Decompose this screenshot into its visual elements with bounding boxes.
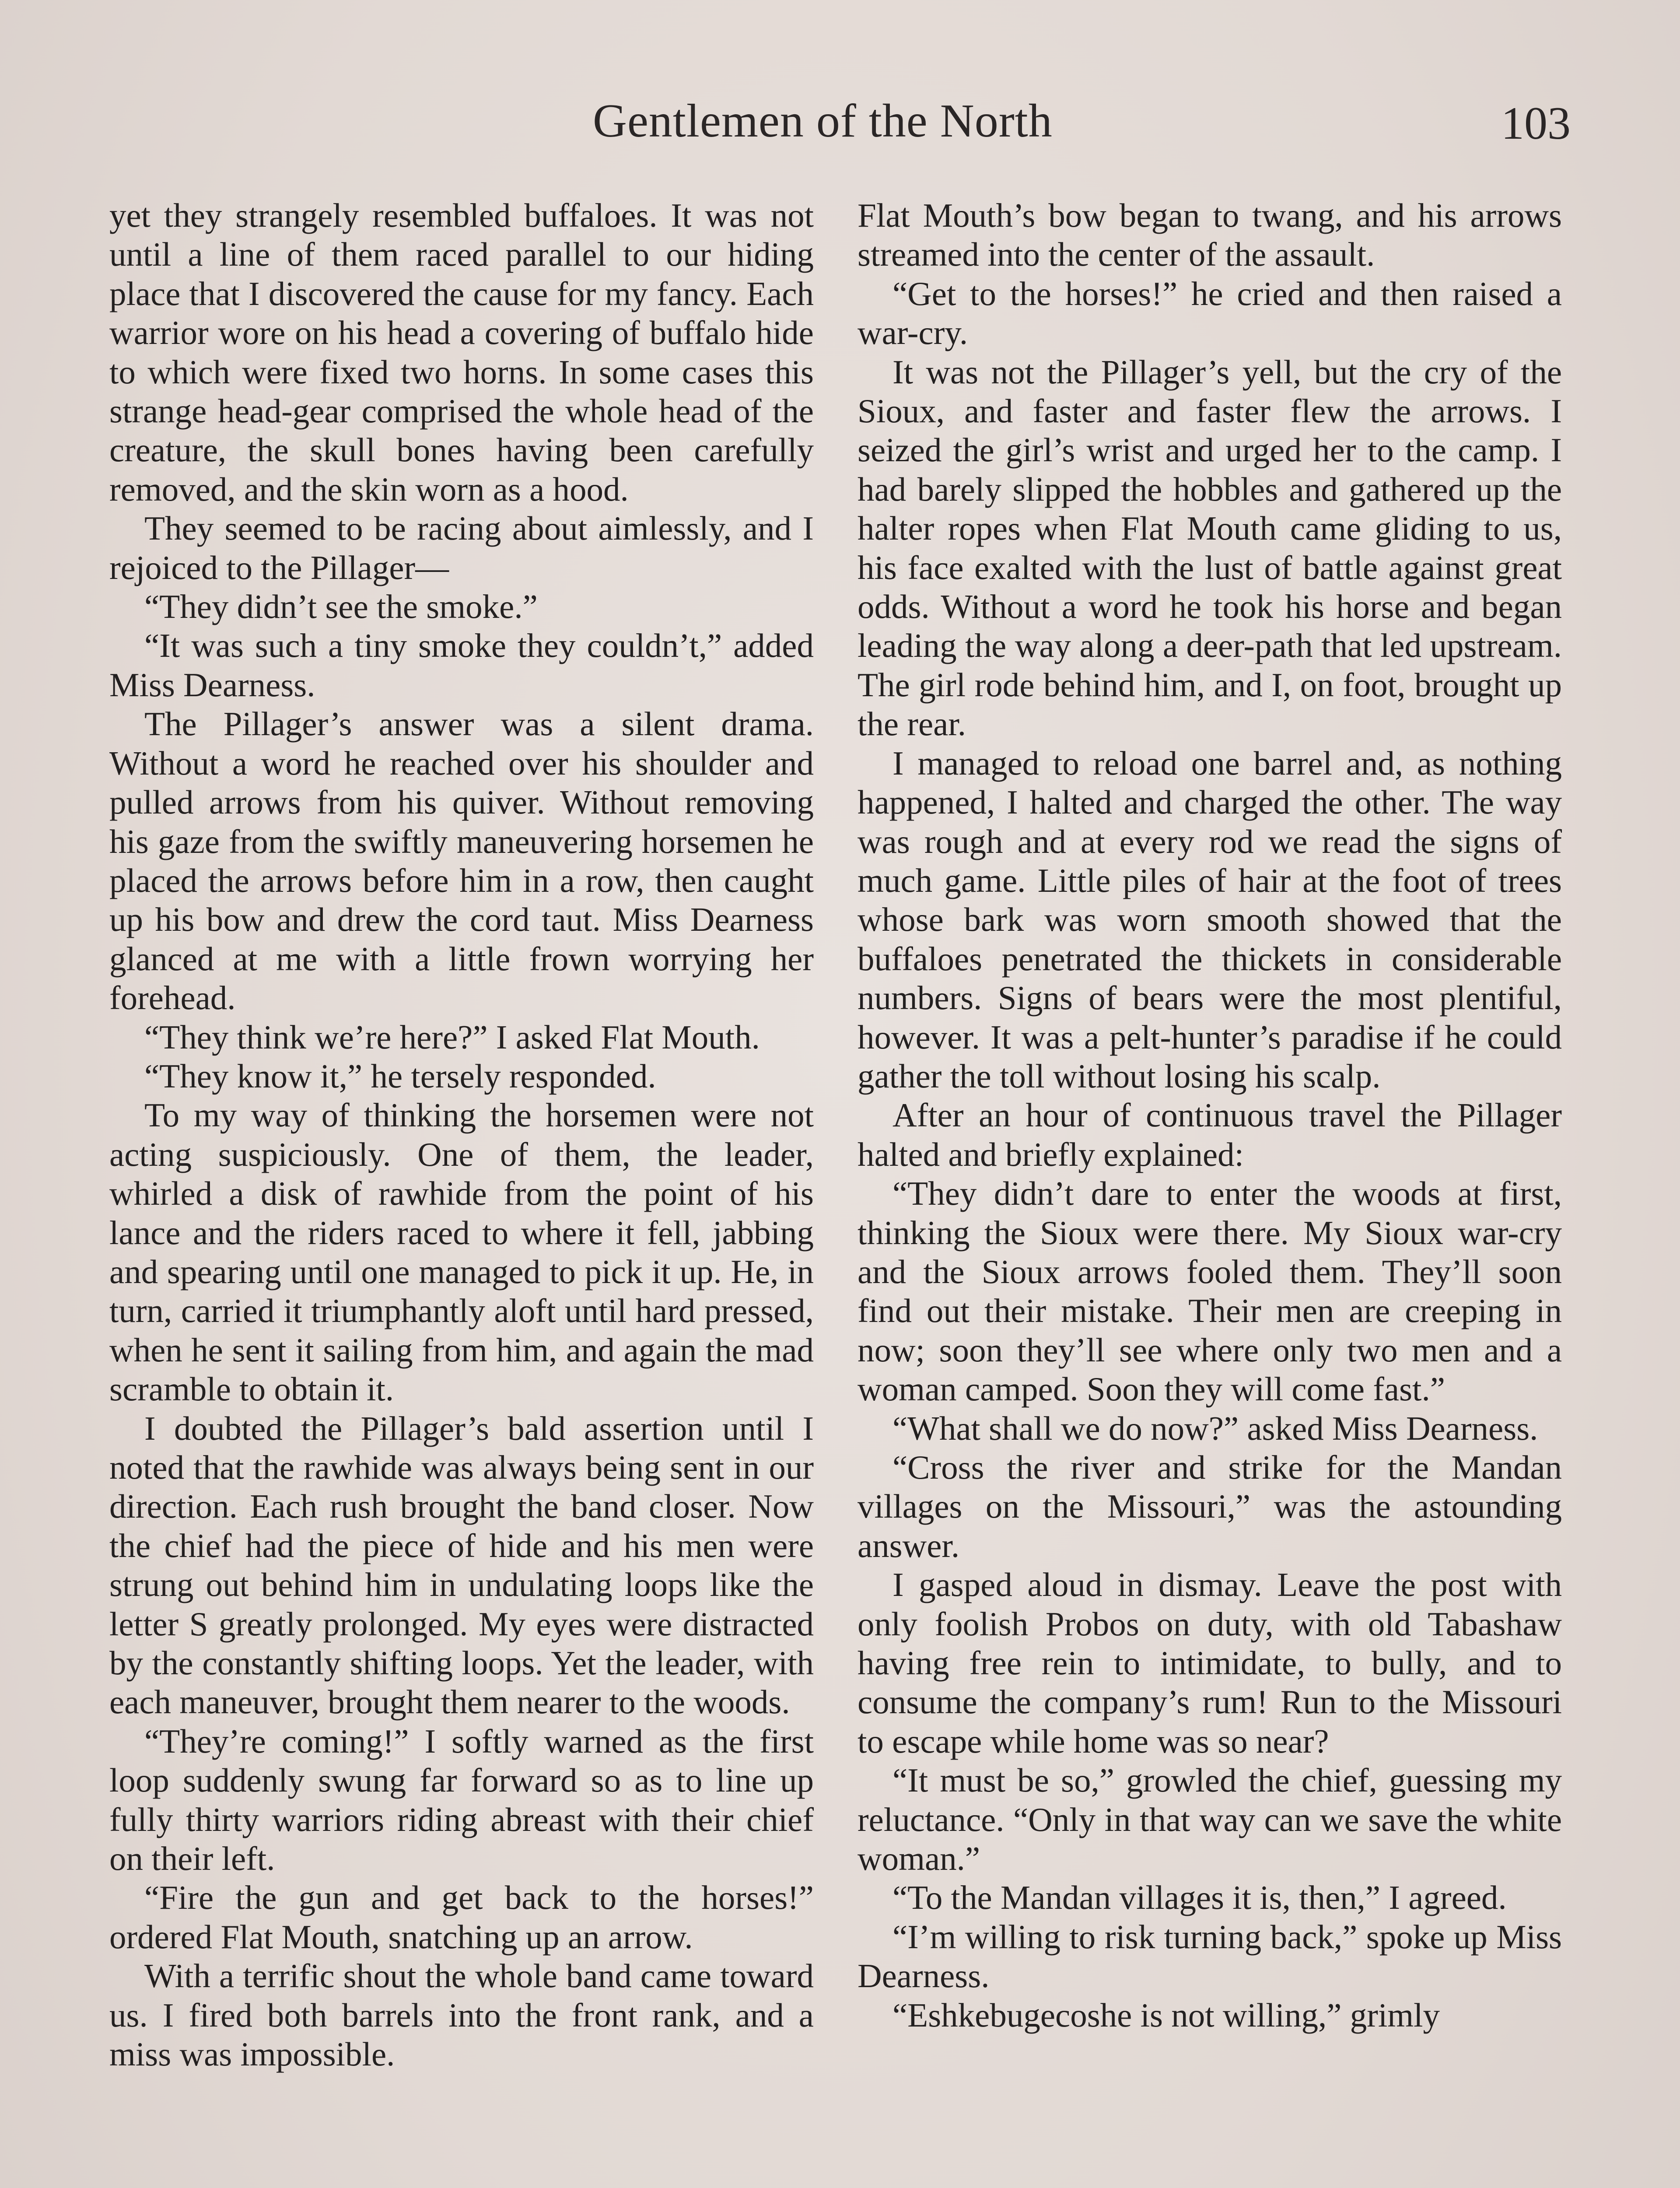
left-text-column <box>109 196 814 2074</box>
paragraph: “What shall we do now?” asked Miss Dearness. <box>892 1409 1538 1447</box>
paragraph: “To the Mandan villages it is, then,” I agreed. <box>892 1879 1507 1917</box>
paragraph: With a terrific shout the whole band came toward us. I fired both barrels into the front rank, and a miss was impossible. <box>109 1957 814 2073</box>
paragraph: It was not the Pillager’s yell, but the cry of the Sioux, and faster and faster flew the arrows. I seized the girl’s wrist and urged her to the camp. I had barely slipped the hobbles and gathered up the halter ropes when Flat Mouth came gliding to us, his face exalted with the lust of battle against great odds. Without a word he took his horse and began leading the way along a deer-path that led upstream. The girl rode behind him, and I, on foot, brought up the rear. <box>858 353 1562 743</box>
paragraph: “It was such a tiny smoke they couldn’t,” added Miss Dearness. <box>109 627 814 704</box>
paragraph: “They’re coming!” I softly warned as the first loop suddenly swung far forward so as to line up fully thirty warriors riding abreast with their chief on their left. <box>109 1722 814 1878</box>
paragraph: I gasped aloud in dismay. Leave the post with only foolish Probos on duty, with old Tabashaw having free rein to intimidate, to bully, and to consume the company’s rum! Run to the Missouri to escape while home was so near? <box>858 1566 1562 1760</box>
paragraph: “They know it,” he tersely responded. <box>144 1057 656 1095</box>
paragraph: I managed to reload one barrel and, as nothing happened, I halted and charged the other. The way was rough and at every rod we read the signs of much game. Little piles of hair at the foot of trees whose bark was worn smooth showed that the buffaloes penetrated the thickets in considerable numbers. Signs of bears were the most plentiful, however. It was a pelt-hunter’s paradise if he could gather the toll without losing his scalp. <box>858 744 1562 1095</box>
paragraph: “They didn’t see the smoke.” <box>144 588 538 626</box>
paragraph: “Eshkebugecoshe is not willing,” grimly <box>892 1996 1440 2034</box>
paragraph: The Pillager’s answer was a silent drama. Without a word he reached over his shoulder and pulled arrows from his quiver. Without removing his gaze from the swiftly maneuvering horsemen he placed the arrows before him in a row, then caught up his bow and drew the cord taut. Miss Dearness glanced at me with a little frown worrying her forehead. <box>109 705 814 1017</box>
paragraph: “I’m willing to risk turning back,” spoke up Miss Dearness. <box>858 1918 1562 1995</box>
page-number: 103 <box>1501 98 1571 149</box>
running-head <box>0 94 1680 160</box>
running-head-title: Gentlemen of the North <box>593 95 1053 147</box>
paragraph: “Cross the river and strike for the Mandan villages on the Missouri,” was the astounding answer. <box>858 1448 1562 1564</box>
paragraph: “They didn’t dare to enter the woods at first, thinking the Sioux were there. My Sioux war-cry and the Sioux arrows fooled them. They’ll soon find out their mistake. Their men are creeping in now; soon they’ll see where only two men and a woman camped. Soon they will come fast.” <box>858 1175 1562 1408</box>
paragraph: “They think we’re here?” I asked Flat Mouth. <box>144 1018 760 1056</box>
paragraph: “Get to the horses!” he cried and then raised a war-cry. <box>858 274 1562 352</box>
paragraph: After an hour of continuous travel the Pillager halted and briefly explained: <box>858 1096 1562 1173</box>
paragraph: I doubted the Pillager’s bald assertion until I noted that the rawhide was always being sent in our direction. Each rush brought the band closer. Now the chief had the piece of hide and his men were strung out behind him in undulating loops like the letter S greatly prolonged. My eyes were distracted by the constantly shifting loops. Yet the leader, with each maneuver, brought them nearer to the woods. <box>109 1409 814 1721</box>
paragraph: To my way of thinking the horsemen were not acting suspiciously. One of them, the leader, whirled a disk of rawhide from the point of his lance and the riders raced to where it fell, jabbing and spearing until one managed to pick it up. He, in turn, carried it triumphantly aloft until hard pressed, when he sent it sailing from him, and again the mad scramble to obtain it. <box>109 1096 814 1408</box>
paragraph: “Fire the gun and get back to the horses!” ordered Flat Mouth, snatching up an arrow. <box>109 1879 814 1956</box>
paragraph: “It must be so,” growled the chief, guessing my reluctance. “Only in that way can we save the white woman.” <box>858 1761 1562 1878</box>
paragraph: Flat Mouth’s bow began to twang, and his arrows streamed into the center of the assault. <box>858 196 1562 274</box>
right-text-column <box>858 196 1562 2035</box>
paragraph: They seemed to be racing about aimlessly, and I rejoiced to the Pillager— <box>109 509 814 586</box>
paragraph: yet they strangely resembled buffaloes. It was not until a line of them raced parallel to our hiding place that I discovered the cause for my fancy. Each warrior wore on his head a covering of buffalo hide to which were fixed two horns. In some cases this strange head-gear comprised the whole head of the creature, the skull bones having been carefully removed, and the skin worn as a hood. <box>109 196 814 508</box>
